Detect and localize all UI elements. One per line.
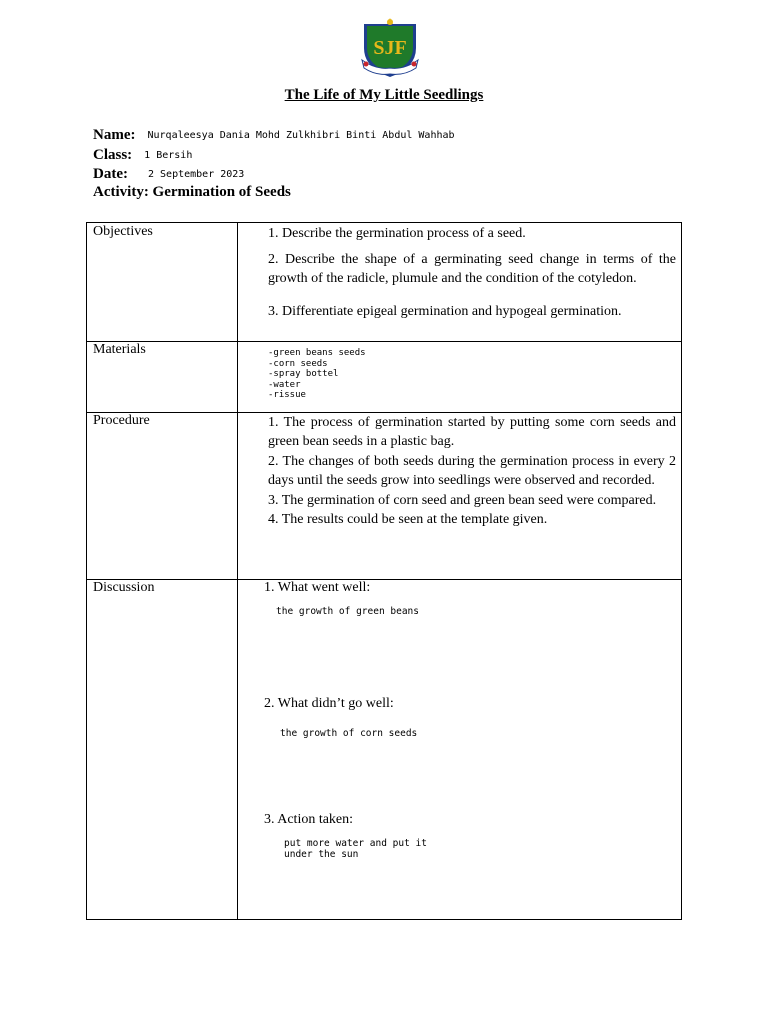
page-title: The Life of My Little Seedlings bbox=[284, 87, 484, 103]
materials-label: Materials bbox=[93, 342, 146, 357]
procedure-label: Procedure bbox=[93, 413, 150, 428]
objective-item: 3. Differentiate epigeal germination and hypogeal germination. bbox=[268, 304, 622, 319]
activity-table bbox=[86, 222, 682, 920]
material-item: -water bbox=[268, 379, 301, 390]
material-item: -rissue bbox=[268, 390, 306, 401]
objective-item: 2. Describe the shape of a germinating seed change in terms of the growth of the radicle, plumule and the condition of the cotyledon. bbox=[268, 252, 676, 286]
activity-heading: Activity: Germination of Seeds bbox=[93, 184, 291, 200]
procedure-step: 2. The changes of both seeds during the germination process in every 2 days until the seeds grow into seedlings were observed and recorded. bbox=[268, 453, 676, 489]
discussion-answer-1: the growth of green beans bbox=[276, 606, 419, 617]
discussion-question-2: 2. What didn’t go well: bbox=[264, 696, 394, 711]
date-row bbox=[93, 165, 244, 183]
date-label: Date: bbox=[93, 166, 128, 182]
procedure-step: 4. The results could be seen at the template given. bbox=[268, 512, 548, 528]
crest-letters: SJF bbox=[373, 37, 407, 59]
material-item: -spray bottel bbox=[268, 369, 339, 380]
answer-line: put more water and put it bbox=[284, 838, 427, 849]
material-item: -green beans seeds bbox=[268, 348, 366, 358]
discussion-answer-3 bbox=[284, 838, 427, 860]
answer-line: under the sun bbox=[284, 849, 359, 860]
objectives-label: Objectives bbox=[93, 224, 153, 239]
name-row bbox=[93, 126, 455, 144]
material-item: -corn seeds bbox=[268, 358, 328, 369]
discussion-question-1: 1. What went well: bbox=[264, 580, 371, 595]
row-divider bbox=[87, 579, 681, 580]
materials-list bbox=[268, 348, 366, 401]
discussion-question-3: 3. Action taken: bbox=[264, 812, 354, 827]
discussion-answer-2: the growth of corn seeds bbox=[280, 728, 418, 739]
name-label: Name: bbox=[93, 127, 136, 143]
class-label: Class: bbox=[93, 147, 133, 163]
procedure-list bbox=[268, 413, 676, 529]
objectives-list bbox=[268, 224, 676, 321]
row-divider bbox=[87, 341, 681, 342]
class-row bbox=[93, 146, 192, 164]
discussion-label: Discussion bbox=[93, 580, 155, 595]
school-crest-logo bbox=[358, 14, 422, 80]
procedure-step: 1. The process of germination started by putting some corn seeds and green bean seeds in a plastic bag. bbox=[268, 415, 676, 450]
date-value: 2 September 2023 bbox=[147, 169, 245, 180]
class-value: 1 Bersih bbox=[144, 150, 193, 161]
column-divider bbox=[237, 223, 238, 919]
objective-item: 1. Describe the germination process of a seed. bbox=[268, 226, 526, 241]
procedure-step: 3. The germination of corn seed and green bean seed were compared. bbox=[268, 492, 657, 508]
name-value: Nurqaleesya Dania Mohd Zulkhibri Binti Abdul Wahhab bbox=[147, 130, 455, 141]
